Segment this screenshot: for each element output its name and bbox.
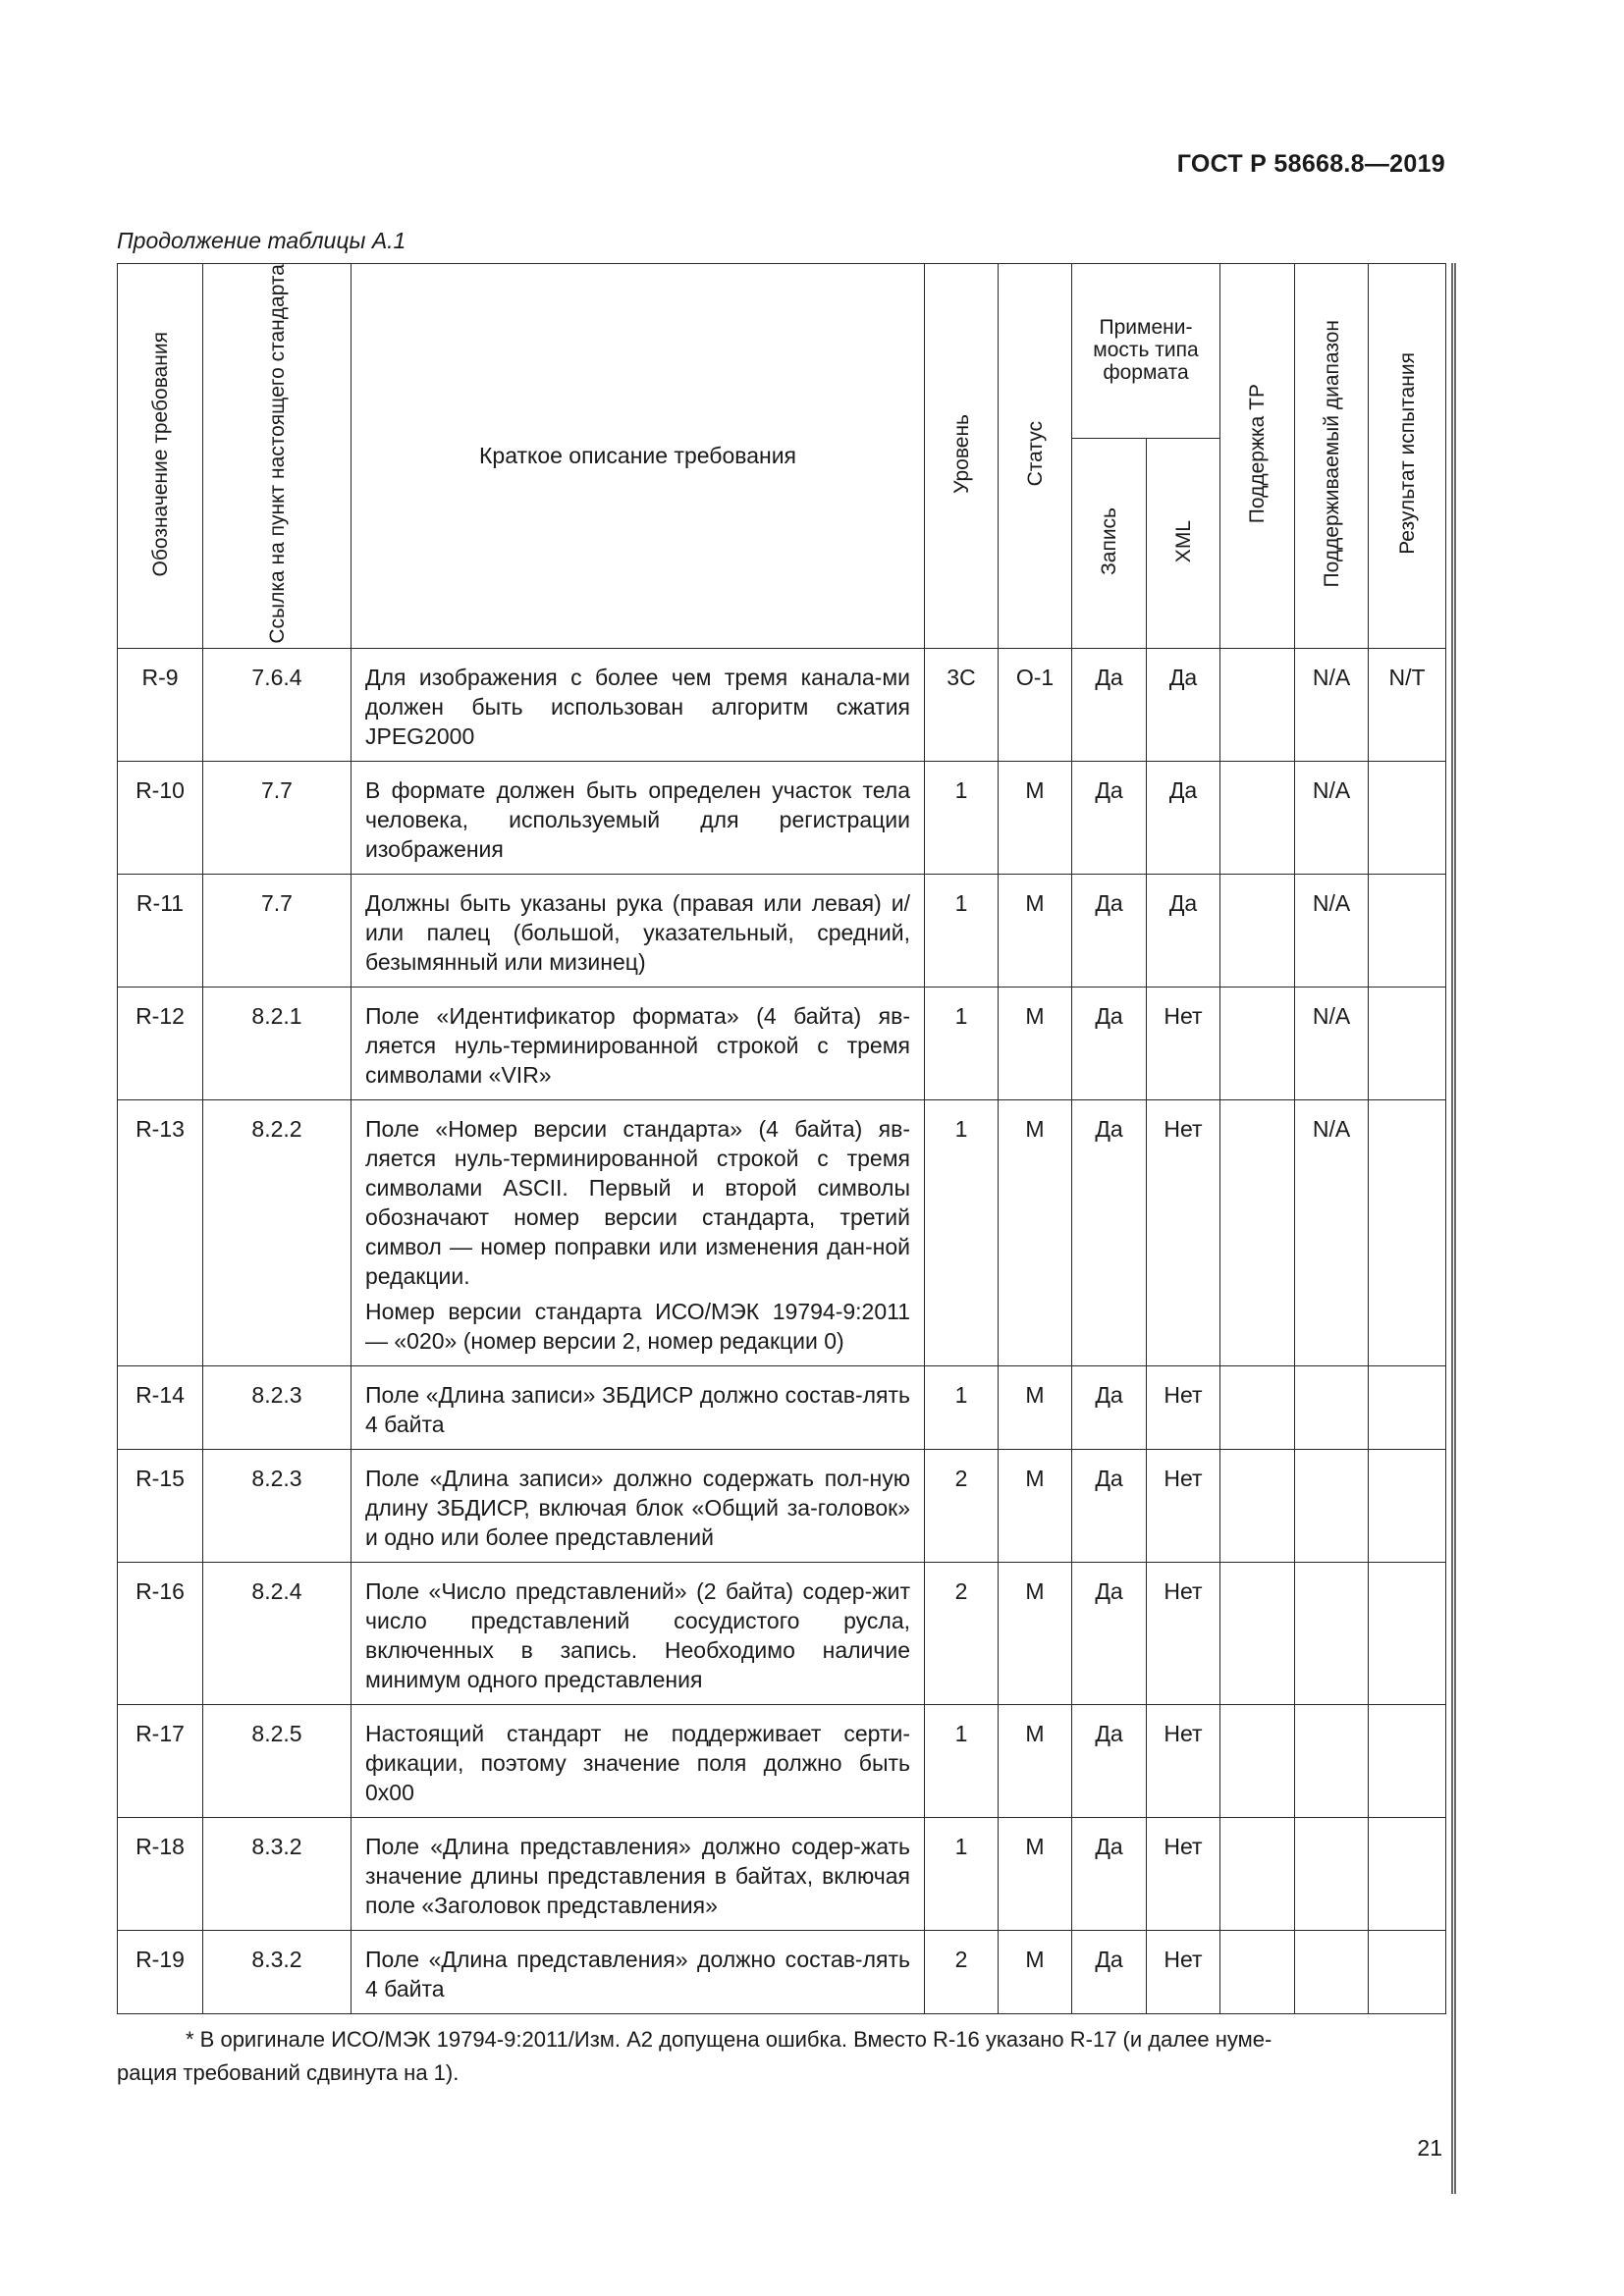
cell-record-applicable: Да: [1072, 987, 1147, 1099]
header-status: Статус: [999, 264, 1072, 649]
cell-level: 3С: [925, 648, 999, 761]
cell-clause-ref: 8.2.3: [203, 1449, 352, 1562]
cell-xml-applicable: Да: [1147, 874, 1220, 987]
cell-supported-range: N/A: [1295, 987, 1369, 1099]
table-row: [118, 761, 1446, 874]
cell-status: М: [999, 1562, 1072, 1704]
cell-tr-support: [1220, 1704, 1295, 1817]
cell-status: М: [999, 1930, 1072, 2013]
cell-level: 1: [925, 987, 999, 1099]
cell-level: 1: [925, 1099, 999, 1365]
revision-bar: [1451, 263, 1456, 2194]
cell-tr-support: [1220, 1099, 1295, 1365]
cell-supported-range: [1295, 1817, 1369, 1930]
footnote-rule: [117, 2013, 349, 2014]
cell-tr-support: [1220, 874, 1295, 987]
cell-test-result: [1369, 1562, 1446, 1704]
header-test-result: Результат испытания: [1369, 264, 1446, 649]
cell-status: М: [999, 1099, 1072, 1365]
header-supported-range: Поддерживаемый диапазон: [1295, 264, 1369, 649]
cell-clause-ref: 8.3.2: [203, 1817, 352, 1930]
cell-level: 2: [925, 1449, 999, 1562]
cell-status: М: [999, 761, 1072, 874]
cell-record-applicable: Да: [1072, 874, 1147, 987]
cell-supported-range: [1295, 1365, 1369, 1449]
cell-clause-ref: 7.7: [203, 874, 352, 987]
cell-clause-ref: 7.7: [203, 761, 352, 874]
cell-status: М: [999, 987, 1072, 1099]
cell-tr-support: [1220, 1449, 1295, 1562]
cell-xml-applicable: Да: [1147, 761, 1220, 874]
table-row: [118, 987, 1446, 1099]
cell-xml-applicable: Да: [1147, 648, 1220, 761]
cell-xml-applicable: Нет: [1147, 1449, 1220, 1562]
cell-requirement-id: R-16: [118, 1562, 203, 1704]
cell-supported-range: N/A: [1295, 874, 1369, 987]
cell-status: М: [999, 874, 1072, 987]
cell-xml-applicable: Нет: [1147, 987, 1220, 1099]
cell-description: Настоящий стандарт не поддерживает серти-фикации, поэтому значение поля должно быть 0x00: [352, 1704, 925, 1817]
cell-supported-range: [1295, 1562, 1369, 1704]
cell-status: М: [999, 1365, 1072, 1449]
cell-description: Поле «Длина представления» должно содер-жать значение длины представления в байтах, включая поле «Заголовок представления»: [352, 1817, 925, 1930]
cell-tr-support: [1220, 1562, 1295, 1704]
cell-record-applicable: Да: [1072, 1449, 1147, 1562]
cell-supported-range: N/A: [1295, 761, 1369, 874]
cell-test-result: [1369, 761, 1446, 874]
cell-supported-range: N/A: [1295, 648, 1369, 761]
cell-test-result: [1369, 987, 1446, 1099]
table-row: [118, 1099, 1446, 1365]
cell-record-applicable: Да: [1072, 1365, 1147, 1449]
cell-clause-ref: 7.6.4: [203, 648, 352, 761]
cell-test-result: [1369, 1449, 1446, 1562]
cell-clause-ref: 8.2.5: [203, 1704, 352, 1817]
cell-level: 1: [925, 1704, 999, 1817]
cell-xml-applicable: Нет: [1147, 1817, 1220, 1930]
cell-level: 2: [925, 1562, 999, 1704]
table-row: [118, 1704, 1446, 1817]
cell-tr-support: [1220, 987, 1295, 1099]
cell-record-applicable: Да: [1072, 761, 1147, 874]
cell-description: В формате должен быть определен участок тела человека, используемый для регистрации изображения: [352, 761, 925, 874]
cell-xml-applicable: Нет: [1147, 1099, 1220, 1365]
cell-level: 1: [925, 1817, 999, 1930]
cell-tr-support: [1220, 1817, 1295, 1930]
cell-record-applicable: Да: [1072, 1817, 1147, 1930]
cell-requirement-id: R-15: [118, 1449, 203, 1562]
cell-test-result: [1369, 874, 1446, 987]
cell-clause-ref: 8.2.1: [203, 987, 352, 1099]
cell-record-applicable: Да: [1072, 1930, 1147, 2013]
cell-level: 1: [925, 761, 999, 874]
standard-code: ГОСТ Р 58668.8—2019: [1176, 150, 1445, 178]
cell-tr-support: [1220, 761, 1295, 874]
cell-xml-applicable: Нет: [1147, 1704, 1220, 1817]
header-xml: XML: [1147, 439, 1220, 649]
cell-clause-ref: 8.3.2: [203, 1930, 352, 2013]
cell-requirement-id: R-9: [118, 648, 203, 761]
table-row: [118, 1930, 1446, 2013]
requirements-table: [117, 263, 1446, 2014]
header-tr-support: Поддержка ТР: [1220, 264, 1295, 649]
table-row: [118, 1817, 1446, 1930]
cell-requirement-id: R-19: [118, 1930, 203, 2013]
cell-status: М: [999, 1449, 1072, 1562]
cell-requirement-id: R-12: [118, 987, 203, 1099]
cell-record-applicable: Да: [1072, 1562, 1147, 1704]
cell-test-result: [1369, 1365, 1446, 1449]
cell-description: Поле «Идентификатор формата» (4 байта) яв-ляется нуль-терминированной строкой с тремя символами «VIR»: [352, 987, 925, 1099]
cell-xml-applicable: Нет: [1147, 1930, 1220, 2013]
cell-requirement-id: R-10: [118, 761, 203, 874]
cell-clause-ref: 8.2.2: [203, 1099, 352, 1365]
header-clause-ref: Ссылка на пункт настоящего стандарта: [203, 264, 352, 649]
table-caption: Продолжение таблицы А.1: [117, 228, 406, 253]
cell-supported-range: [1295, 1704, 1369, 1817]
cell-description: Поле «Длина представления» должно состав-лять 4 байта: [352, 1930, 925, 2013]
header-level: Уровень: [925, 264, 999, 649]
footnote: [117, 2023, 1445, 2090]
cell-xml-applicable: Нет: [1147, 1562, 1220, 1704]
cell-requirement-id: R-17: [118, 1704, 203, 1817]
cell-requirement-id: R-11: [118, 874, 203, 987]
cell-record-applicable: Да: [1072, 1704, 1147, 1817]
cell-requirement-id: R-18: [118, 1817, 203, 1930]
cell-test-result: [1369, 1817, 1446, 1930]
cell-test-result: [1369, 1099, 1446, 1365]
table-row: [118, 1562, 1446, 1704]
footnote-line-2: рация требований сдвинута на 1).: [117, 2060, 460, 2085]
header-description: Краткое описание требования: [352, 264, 925, 649]
cell-status: О-1: [999, 648, 1072, 761]
cell-record-applicable: Да: [1072, 648, 1147, 761]
header-applicability: Примени-мость типа формата: [1072, 264, 1220, 439]
cell-tr-support: [1220, 1365, 1295, 1449]
cell-status: М: [999, 1817, 1072, 1930]
cell-xml-applicable: Нет: [1147, 1365, 1220, 1449]
cell-record-applicable: Да: [1072, 1099, 1147, 1365]
cell-level: 1: [925, 1365, 999, 1449]
table-row: [118, 874, 1446, 987]
cell-requirement-id: R-13: [118, 1099, 203, 1365]
cell-description: Поле «Номер версии стандарта» (4 байта) яв-ляется нуль-терминированной строкой с тремя символами ASCII. Первый и второй символы обозначают номер версии стандарта, третий символ — номер поправки или изменения дан-ной редакции. Номер версии стандарта ИСО/МЭК 19794-9:2011 — «020» (номер версии 2, номер редакции 0): [352, 1099, 925, 1365]
cell-clause-ref: 8.2.3: [203, 1365, 352, 1449]
cell-tr-support: [1220, 1930, 1295, 2013]
table-row: [118, 1365, 1446, 1449]
header-designation: Обозначение требования: [118, 264, 203, 649]
cell-description: Поле «Длина записи» должно содержать пол-ную длину ЗБДИСР, включая блок «Общий за-головок» и одно или более представлений: [352, 1449, 925, 1562]
footnote-line-1: * В оригинале ИСО/МЭК 19794-9:2011/Изм. А2 допущена ошибка. Вместо R-16 указано R-17 (и далее нуме-: [186, 2027, 1272, 2052]
cell-supported-range: [1295, 1930, 1369, 2013]
cell-requirement-id: R-14: [118, 1365, 203, 1449]
cell-test-result: N/T: [1369, 648, 1446, 761]
header-record: Запись: [1072, 439, 1147, 649]
cell-supported-range: N/A: [1295, 1099, 1369, 1365]
cell-description: Поле «Число представлений» (2 байта) содер-жит число представлений сосудистого русла, включенных в запись. Необходимо наличие минимум одного представления: [352, 1562, 925, 1704]
cell-supported-range: [1295, 1449, 1369, 1562]
cell-level: 1: [925, 874, 999, 987]
cell-tr-support: [1220, 648, 1295, 761]
cell-clause-ref: 8.2.4: [203, 1562, 352, 1704]
cell-description: Должны быть указаны рука (правая или левая) и/или палец (большой, указательный, средний, безымянный или мизинец): [352, 874, 925, 987]
table-row: [118, 648, 1446, 761]
table-row: [118, 1449, 1446, 1562]
page-number: 21: [1417, 2135, 1442, 2161]
cell-test-result: [1369, 1704, 1446, 1817]
cell-status: М: [999, 1704, 1072, 1817]
cell-level: 2: [925, 1930, 999, 2013]
cell-test-result: [1369, 1930, 1446, 2013]
cell-description: Поле «Длина записи» ЗБДИСР должно состав-лять 4 байта: [352, 1365, 925, 1449]
cell-description: Для изображения с более чем тремя канала-ми должен быть использован алгоритм сжатия JPEG2000: [352, 648, 925, 761]
